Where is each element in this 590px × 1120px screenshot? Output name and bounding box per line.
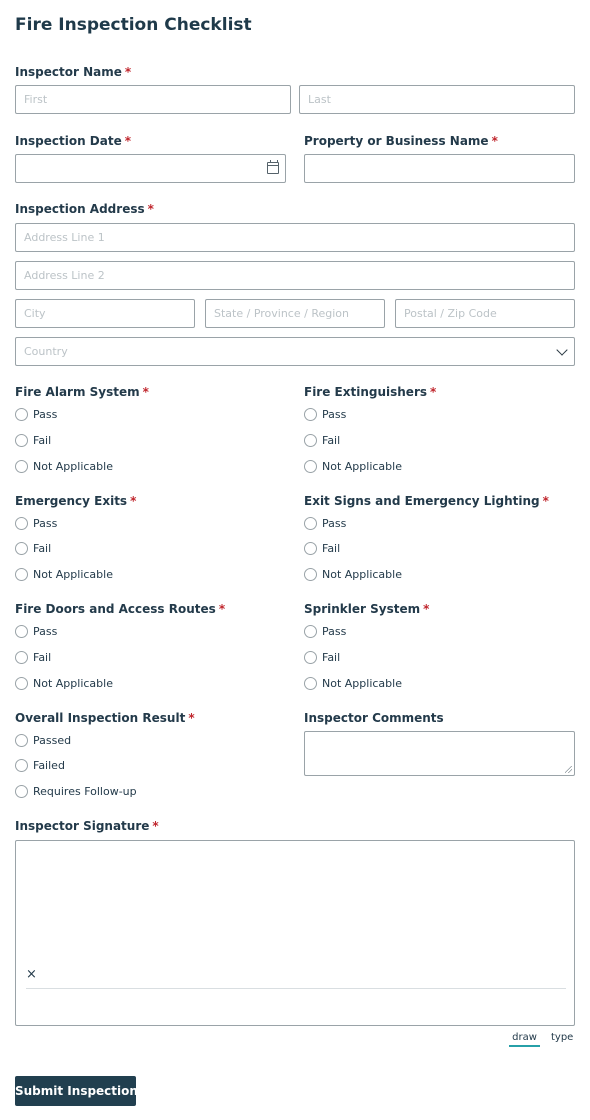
emergency-exits-option-pass[interactable]: Pass (15, 515, 57, 531)
chevron-down-icon (556, 344, 567, 355)
radio-button[interactable] (15, 651, 28, 664)
inspector-signature-label: Inspector Signature * (15, 819, 159, 833)
state-input[interactable]: State / Province / Region (205, 299, 385, 328)
fire-doors-option-na[interactable]: Not Applicable (15, 675, 113, 691)
required-marker: * (130, 494, 137, 508)
required-marker: * (491, 134, 498, 148)
fire-extinguishers-option-na[interactable]: Not Applicable (304, 458, 402, 474)
calendar-icon[interactable] (267, 162, 279, 174)
required-marker: * (152, 819, 159, 833)
submit-inspection-button[interactable]: Submit Inspection (15, 1076, 136, 1106)
radio-button[interactable] (304, 434, 317, 447)
fire-alarm-option-fail[interactable]: Fail (15, 432, 51, 448)
resize-handle-icon[interactable] (565, 766, 572, 773)
sprinkler-system-option-fail[interactable]: Fail (304, 649, 340, 665)
clear-signature-icon[interactable]: × (26, 967, 37, 982)
exit-signs-option-na[interactable]: Not Applicable (304, 566, 402, 582)
address-line1-input[interactable]: Address Line 1 (15, 223, 575, 252)
form-title: Fire Inspection Checklist (15, 15, 252, 35)
postal-code-input[interactable]: Postal / Zip Code (395, 299, 575, 328)
fire-doors-option-fail[interactable]: Fail (15, 649, 51, 665)
fire-extinguishers-option-pass[interactable]: Pass (304, 406, 346, 422)
fire-alarm-option-pass[interactable]: Pass (15, 406, 57, 422)
exit-signs-option-pass[interactable]: Pass (304, 515, 346, 531)
radio-button[interactable] (15, 408, 28, 421)
fire-doors-option-pass[interactable]: Pass (15, 623, 57, 639)
country-select[interactable]: Country (15, 337, 575, 366)
exit-signs-label: Exit Signs and Emergency Lighting * (304, 494, 549, 508)
sprinkler-system-label: Sprinkler System * (304, 602, 430, 616)
inspector-name-label: Inspector Name * (15, 65, 132, 79)
required-marker: * (218, 602, 226, 616)
emergency-exits-option-na[interactable]: Not Applicable (15, 566, 113, 582)
required-marker: * (542, 494, 549, 508)
radio-button[interactable] (15, 734, 28, 747)
radio-button[interactable] (304, 677, 317, 690)
inspection-date-label: Inspection Date * (15, 134, 132, 148)
fire-alarm-label: Fire Alarm System * (15, 385, 149, 399)
signature-tab-type[interactable]: type (551, 1032, 574, 1043)
emergency-exits-label: Emergency Exits * (15, 494, 137, 508)
required-marker: * (147, 202, 154, 216)
inspector-comments-textarea[interactable] (304, 731, 575, 776)
overall-option-follow-up[interactable]: Requires Follow-up (15, 783, 137, 799)
radio-button[interactable] (304, 408, 317, 421)
fire-extinguishers-label: Fire Extinguishers * (304, 385, 437, 399)
radio-button[interactable] (304, 517, 317, 530)
signature-pad[interactable] (15, 840, 575, 1026)
exit-signs-option-fail[interactable]: Fail (304, 540, 340, 556)
radio-button[interactable] (15, 568, 28, 581)
required-marker: * (430, 385, 437, 399)
property-name-input[interactable] (304, 154, 575, 183)
radio-button[interactable] (15, 517, 28, 530)
property-name-label: Property or Business Name * (304, 134, 498, 148)
address-line2-input[interactable]: Address Line 2 (15, 261, 575, 290)
required-marker: * (188, 711, 195, 725)
inspector-comments-label: Inspector Comments (304, 711, 444, 725)
first-name-input[interactable]: First (15, 85, 291, 114)
last-name-input[interactable]: Last (299, 85, 575, 114)
radio-button[interactable] (15, 625, 28, 638)
radio-button[interactable] (304, 542, 317, 555)
sprinkler-system-option-pass[interactable]: Pass (304, 623, 346, 639)
radio-button[interactable] (15, 542, 28, 555)
radio-button[interactable] (304, 460, 317, 473)
radio-button[interactable] (304, 625, 317, 638)
radio-button[interactable] (304, 568, 317, 581)
city-input[interactable]: City (15, 299, 195, 328)
radio-button[interactable] (304, 651, 317, 664)
required-marker: * (124, 134, 132, 148)
inspection-address-label: Inspection Address * (15, 202, 154, 216)
fire-doors-label: Fire Doors and Access Routes * (15, 602, 226, 616)
radio-button[interactable] (15, 785, 28, 798)
radio-button[interactable] (15, 460, 28, 473)
sprinkler-system-option-na[interactable]: Not Applicable (304, 675, 402, 691)
signature-baseline (26, 988, 566, 989)
required-marker: * (142, 385, 149, 399)
signature-tab-draw[interactable]: draw (509, 1032, 540, 1047)
emergency-exits-option-fail[interactable]: Fail (15, 540, 51, 556)
fire-alarm-option-na[interactable]: Not Applicable (15, 458, 113, 474)
overall-option-failed[interactable]: Failed (15, 757, 65, 773)
overall-result-label: Overall Inspection Result * (15, 711, 195, 725)
overall-option-passed[interactable]: Passed (15, 732, 71, 748)
radio-button[interactable] (15, 677, 28, 690)
radio-button[interactable] (15, 434, 28, 447)
radio-button[interactable] (15, 759, 28, 772)
fire-extinguishers-option-fail[interactable]: Fail (304, 432, 340, 448)
required-marker: * (423, 602, 430, 616)
inspection-date-input[interactable] (15, 154, 286, 183)
required-marker: * (124, 65, 132, 79)
